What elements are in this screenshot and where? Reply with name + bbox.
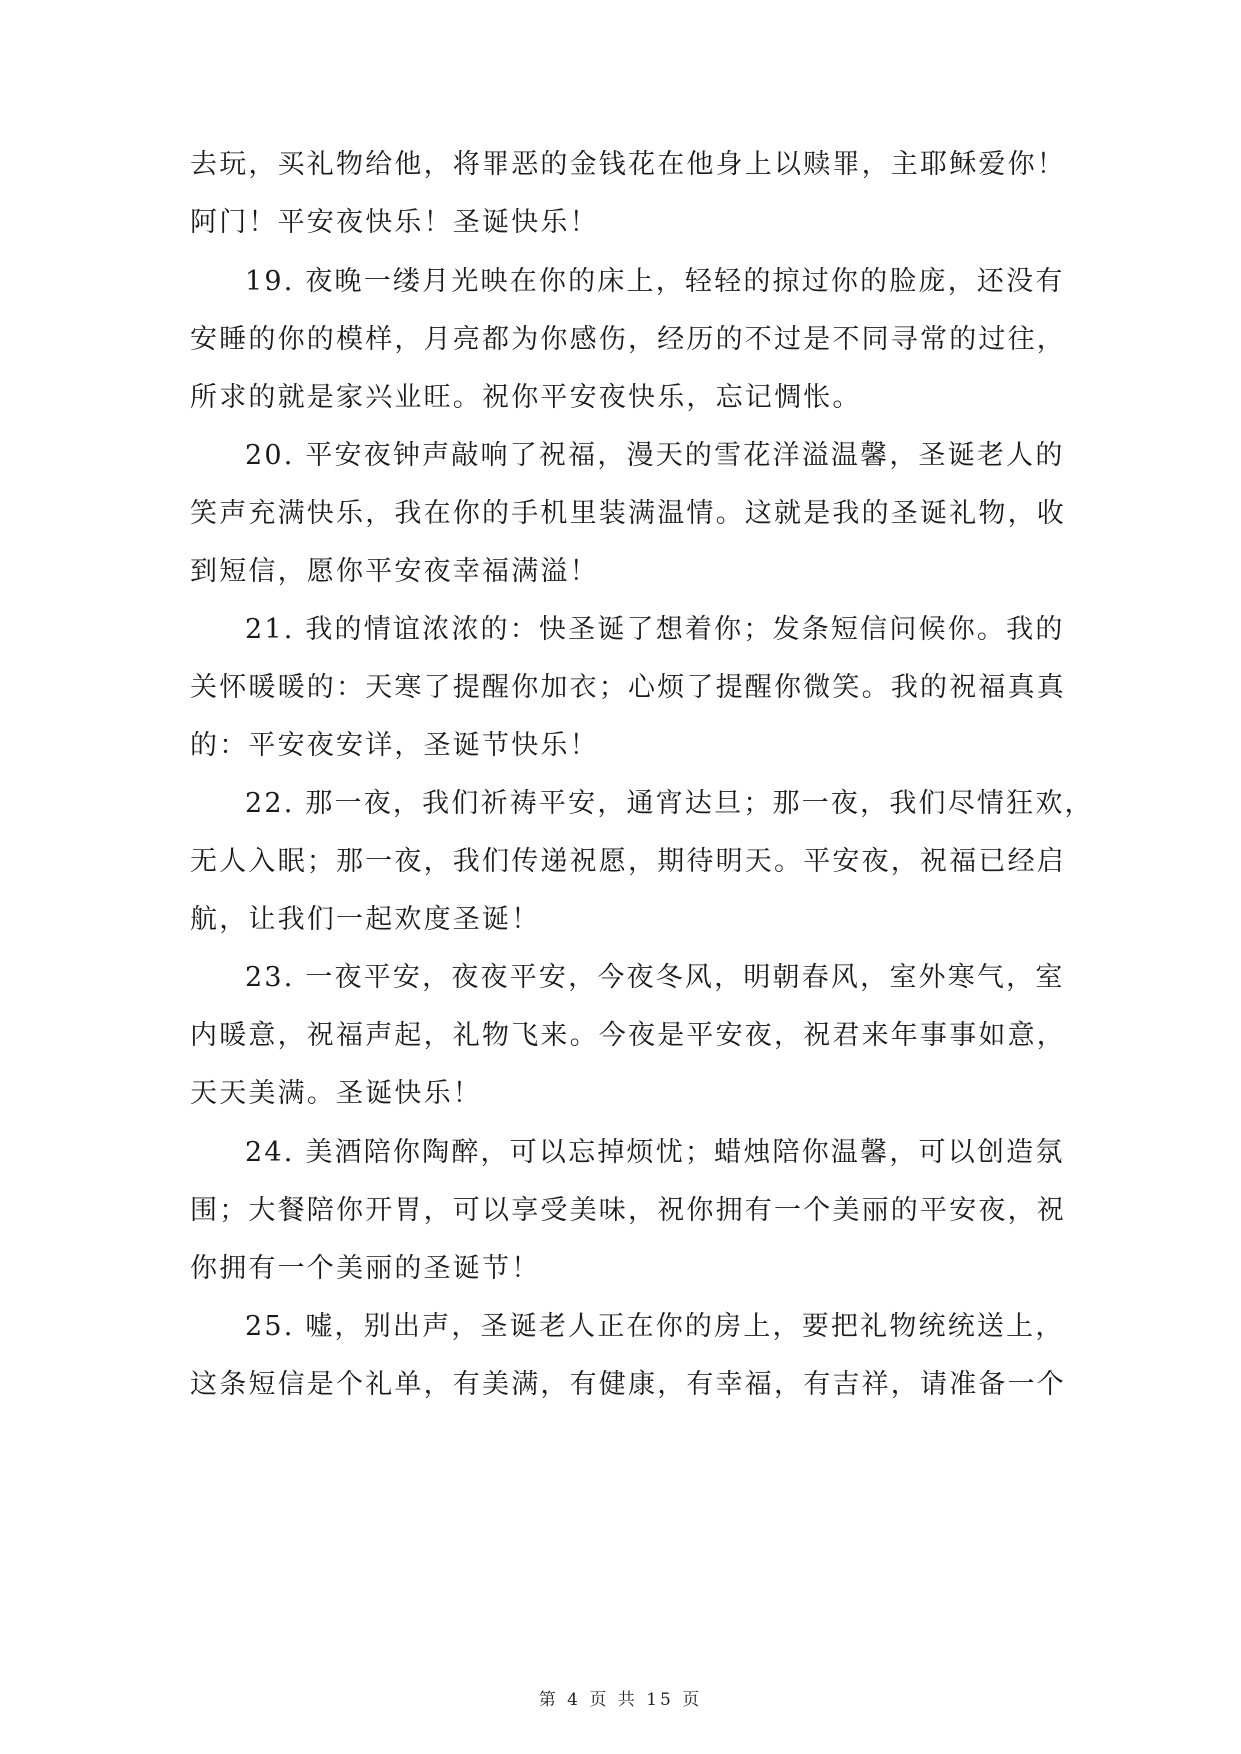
text-line: 笑声充满快乐，我在你的手机里装满温情。这就是我的圣诞礼物，收: [190, 498, 1066, 529]
text-line: 围；大餐陪你开胃，可以享受美味，祝你拥有一个美丽的平安夜，祝: [190, 1195, 1066, 1226]
text-line: 安睡的你的模样，月亮都为你感伤，经历的不过是不同寻常的过往，: [190, 324, 1066, 355]
text-line: 的：平安夜安详，圣诞节快乐！: [190, 730, 599, 761]
paragraph-25-first-line: 25. 嘘，别出声，圣诞老人正在你的房上，要把礼物统统送上，: [245, 1311, 1065, 1342]
text-line: 阿门！平安夜快乐！圣诞快乐！: [190, 207, 599, 238]
text-line: 所求的就是家兴业旺。祝你平安夜快乐，忘记惆怅。: [190, 382, 862, 413]
paragraph-24-first-line: 24. 美酒陪你陶醉，可以忘掉烦忧；蜡烛陪你温馨，可以创造氛: [245, 1137, 1065, 1168]
text-line: 去玩，买礼物给他，将罪恶的金钱花在他身上以赎罪，主耶稣爱你！: [190, 149, 1066, 180]
paragraph-20-first-line: 20. 平安夜钟声敲响了祝福，漫天的雪花洋溢温馨，圣诞老人的: [245, 440, 1065, 471]
text-line: 无人入眠；那一夜，我们传递祝愿，期待明天。平安夜，祝福已经启: [190, 846, 1066, 877]
page-number-footer: 第 4 页 共 15 页: [538, 1690, 703, 1710]
text-line: 你拥有一个美丽的圣诞节！: [190, 1253, 541, 1284]
text-line: 到短信，愿你平安夜幸福满溢！: [190, 556, 599, 587]
paragraph-21-first-line: 21. 我的情谊浓浓的：快圣诞了想着你；发条短信问候你。我的: [245, 614, 1065, 645]
text-line: 这条短信是个礼单，有美满，有健康，有幸福，有吉祥，请准备一个: [190, 1369, 1066, 1400]
paragraph-23-first-line: 23. 一夜平安，夜夜平安，今夜冬风，明朝春风，室外寒气，室: [245, 962, 1065, 993]
paragraph-22-first-line: 22. 那一夜，我们祈祷平安，通宵达旦；那一夜，我们尽情狂欢，: [245, 788, 1094, 819]
text-line: 关怀暖暖的：天寒了提醒你加衣；心烦了提醒你微笑。我的祝福真真: [190, 672, 1066, 703]
paragraph-19-first-line: 19. 夜晚一缕月光映在你的床上，轻轻的掠过你的脸庞，还没有: [245, 266, 1065, 297]
text-line: 内暖意，祝福声起，礼物飞来。今夜是平安夜，祝君来年事事如意，: [190, 1020, 1066, 1051]
text-line: 天天美满。圣诞快乐！: [190, 1078, 482, 1109]
text-line: 航，让我们一起欢度圣诞！: [190, 904, 541, 935]
